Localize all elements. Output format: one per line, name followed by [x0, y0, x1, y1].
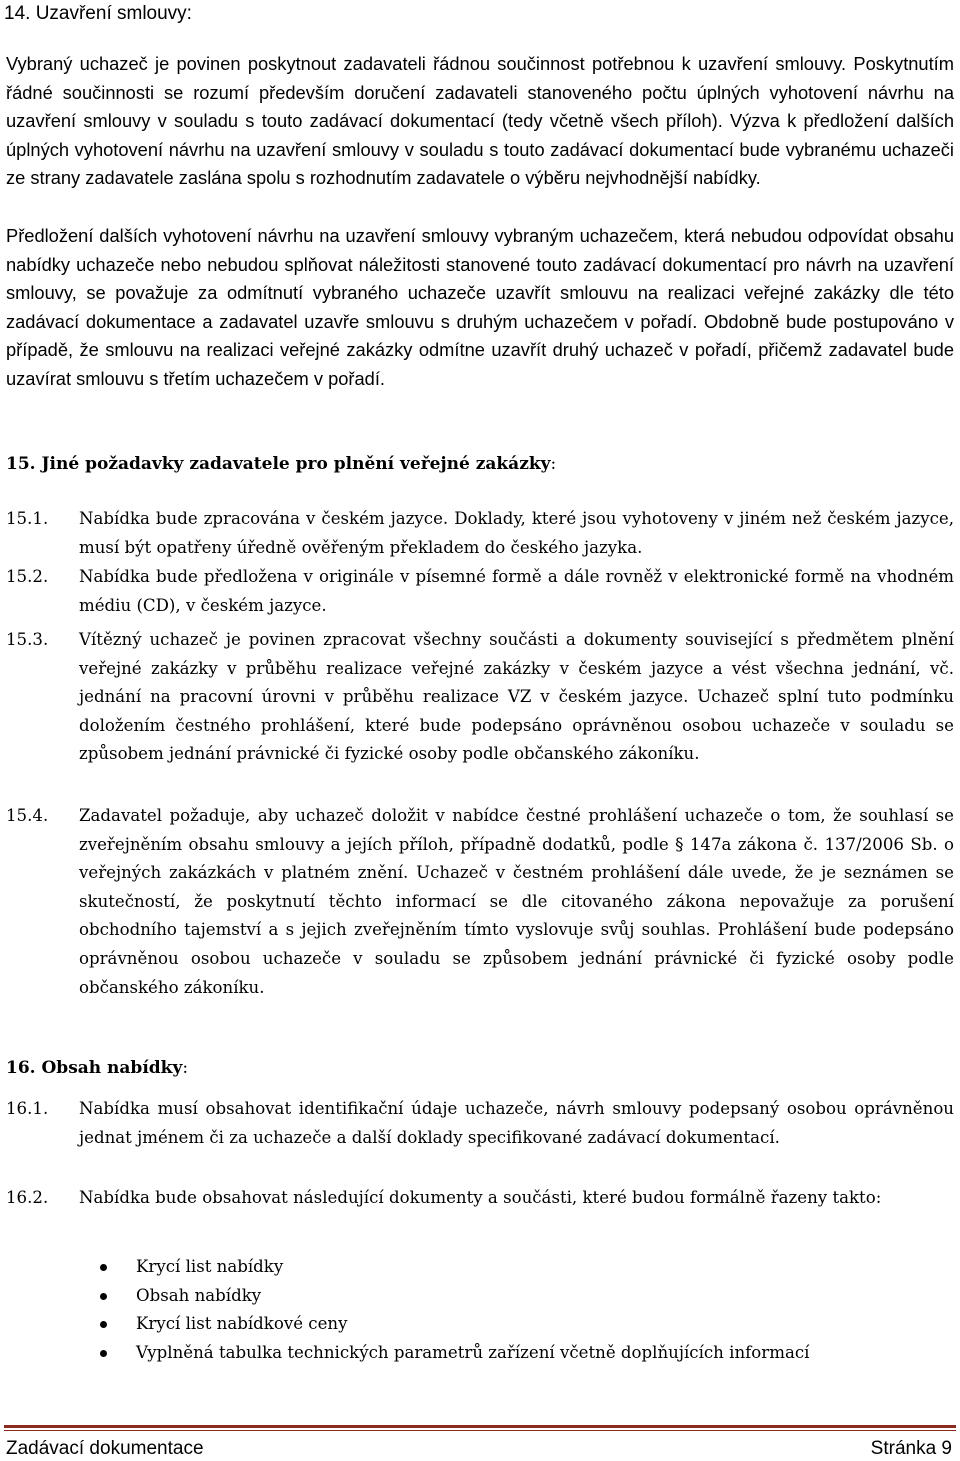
footer-document-title: Zadávací dokumentace [6, 1438, 204, 1459]
section-14-heading: 14. Uzavření smlouvy: [4, 3, 192, 24]
item-text: Zadavatel požaduje, aby uchazeč doložit v nabídce čestné prohlášení uchazeče o tom, že souhlasí se zveřejněním obsahu smlouvy a jejích příloh, případně dodatků, podle § 147a zákona č. 137/2006 Sb. o veřejných zakázkách v platném znění. Uchazeč v čestném prohlášení dále uvede, že je seznámen se skutečností, že poskytnutí těchto informací se dle citovaného zákona nepovažuje za porušení obchodního tajemství a s jejich zveřejněním tímto vyslovuje svůj souhlas. Prohlášení bude podepsáno oprávněnou osobou uchazeče v souladu se způsobem jednání právnické či fyzické osoby podle občanského zákoníku. [79, 806, 954, 997]
list-item [6, 802, 954, 1002]
item-text: Nabídka bude obsahovat následující dokumenty a součásti, které budou formálně řazeny takto: [79, 1188, 882, 1207]
bullet-item [100, 1282, 809, 1311]
item-text: Nabídka musí obsahovat identifikační údaje uchazeče, návrh smlouvy podepsaný osobou oprávněnou jednat jménem či za uchazeče a další doklady specifikované zadávací dokumentací. [79, 1099, 954, 1147]
list-item [6, 1184, 954, 1213]
section-15-heading-title: 15. Jiné požadavky zadavatele pro plnění veřejné zakázky [6, 454, 551, 474]
list-item [6, 626, 954, 769]
item-number: 16.2. [6, 1188, 49, 1207]
footer-divider-thin [4, 1430, 956, 1431]
section-16-heading-title: 16. Obsah nabídky [6, 1058, 183, 1078]
bullet-icon [100, 1321, 107, 1328]
list-item [6, 563, 954, 620]
contents-bullet-list [100, 1253, 809, 1367]
section-16-heading-colon: : [182, 1058, 189, 1078]
bullet-text: Vyplněná tabulka technických parametrů zařízení včetně doplňujících informací [136, 1342, 810, 1362]
footer-page-number: Stránka 9 [870, 1438, 952, 1459]
bullet-text: Krycí list nabídky [136, 1257, 284, 1276]
bullet-icon [100, 1264, 107, 1271]
bullet-item [100, 1339, 809, 1368]
item-text: Nabídka bude zpracována v českém jazyce. Doklady, které jsou vyhotoveny v jiném než českém jazyce, musí být opatřeny úředně ověřeným překladem do českého jazyka. [79, 509, 954, 557]
bullet-icon [100, 1293, 107, 1300]
bullet-item [100, 1253, 809, 1282]
bullet-text: Obsah nabídky [136, 1285, 262, 1305]
item-text: Vítězný uchazeč je povinen zpracovat všechny součásti a dokumenty související s předmětem plnění veřejné zakázky v průběhu realizace veřejné zakázky v českém jazyce a vést všechna jednání, vč. jednání na pracovní úrovni v průběhu realizace VZ v českém jazyce. Uchazeč splní tuto podmínku doložením čestného prohlášení, které bude podepsáno oprávněnou osobou uchazeče v souladu se způsobem jednání právnické či fyzické osoby podle občanského zákoníku. [79, 630, 954, 764]
section-14-paragraph-2: Předložení dalších vyhotovení návrhu na uzavření smlouvy vybraným uchazečem, která nebudou odpovídat obsahu nabídky uchazeče nebo nebudou splňovat náležitosti stanovené touto zadávací dokumentací pro návrh na uzavření smlouvy, se považuje za odmítnutí vybraného uchazeče uzavřít smlouvu na realizaci veřejné zakázky dle této zadávací dokumentace a zadavatel uzavře smlouvu s druhým uchazečem v pořadí. Obdobně bude postupováno v případě, že smlouvu na realizaci veřejné zakázky odmítne uzavřít druhý uchazeč v pořadí, přičemž zadavatel bude uzavírat smlouvu s třetím uchazečem v pořadí. [6, 225, 954, 389]
item-number: 15.3. [6, 630, 49, 649]
item-text: Nabídka bude předložena v originále v písemné formě a dále rovněž v elektronické formě na vhodném médiu (CD), v českém jazyce. [79, 567, 954, 615]
footer-divider-thick [4, 1425, 956, 1428]
section-14-paragraph-1: Vybraný uchazeč je povinen poskytnout zadavateli řádnou součinnost potřebnou k uzavření smlouvy. Poskytnutím řádné součinnosti se rozumí především doručení zadavateli stanoveného počtu úplných vyhotovení návrhu na uzavření smlouvy v souladu s touto zadávací dokumentací (tedy včetně všech příloh). Výzva k předložení dalších úplných vyhotovení návrhu na uzavření smlouvy v souladu s touto zadávací dokumentací bude vybranému uchazeči ze strany zadavatele zaslána spolu s rozhodnutím zadavatele o výběru nejvhodnější nabídky. [6, 53, 954, 189]
section-16-heading [6, 1056, 188, 1080]
bullet-icon [100, 1350, 107, 1357]
item-number: 15.2. [6, 567, 49, 586]
bullet-item [100, 1310, 809, 1339]
item-number: 16.1. [6, 1099, 49, 1118]
list-item [6, 1095, 954, 1152]
section-15-heading [6, 452, 556, 476]
list-item [6, 505, 954, 562]
bullet-text: Krycí list nabídkové ceny [136, 1314, 348, 1334]
section-15-heading-colon: : [550, 454, 557, 474]
item-number: 15.1. [6, 509, 49, 528]
item-number: 15.4. [6, 806, 49, 825]
